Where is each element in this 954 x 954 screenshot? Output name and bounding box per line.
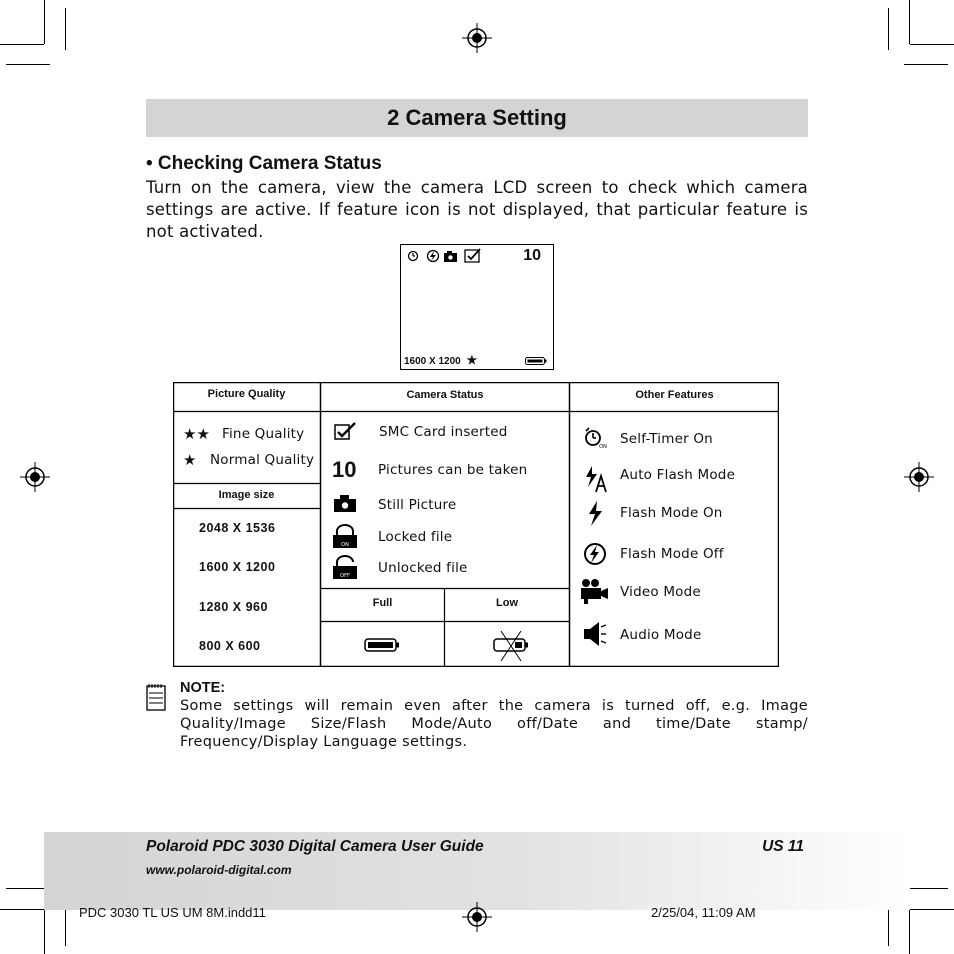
crop-mark xyxy=(65,8,66,50)
svg-text:ON: ON xyxy=(599,444,607,449)
lock-on-icon xyxy=(332,524,358,548)
note-icon xyxy=(146,683,166,711)
lcd-resolution xyxy=(404,353,477,367)
video-icon xyxy=(580,578,610,605)
count-10-icon: 10 xyxy=(332,457,357,482)
status-label: Locked file xyxy=(378,529,453,545)
flash-on-icon xyxy=(587,500,603,527)
footer-title: Polaroid PDC 3030 Digital Camera User Guide xyxy=(146,838,484,855)
image-size-item: 1280 X 960 xyxy=(199,600,268,614)
battery-full-icon xyxy=(364,638,400,652)
crop-mark xyxy=(904,64,948,65)
registration-mark-icon xyxy=(462,902,492,932)
crop-mark xyxy=(0,44,44,45)
lcd-resolution-text: 1600 X 1200 xyxy=(404,356,461,367)
registration-mark-icon xyxy=(20,462,50,492)
self-timer-icon xyxy=(409,252,418,261)
svg-text:ON: ON xyxy=(341,542,349,548)
star-icon: ★ xyxy=(183,451,197,469)
flash-off-icon xyxy=(428,251,439,262)
crop-mark xyxy=(888,904,889,946)
flash-off-icon xyxy=(582,541,608,567)
note-body: Some settings will remain even after the camera is turned off, e.g. Image Quality/Image Size/Flash Mode/Auto off/Date and time/Date stamp/ Frequency/Display Language settings. xyxy=(180,698,808,750)
section-title: 2 Camera Setting xyxy=(387,105,567,130)
header-battery-full: Full xyxy=(372,597,393,609)
image-size-item: 800 X 600 xyxy=(199,639,261,653)
header-picture-quality: Picture Quality xyxy=(207,388,286,400)
crop-mark xyxy=(0,909,44,910)
status-label: Still Picture xyxy=(378,497,457,513)
header-battery-low: Low xyxy=(496,597,518,609)
status-label: Pictures can be taken xyxy=(378,462,528,478)
svg-text:OFF: OFF xyxy=(340,573,350,579)
slug-date: 2/25/04, 11:09 AM xyxy=(651,905,756,920)
feature-label: Flash Mode On xyxy=(620,505,723,521)
intro-paragraph: Turn on the camera, view the camera LCD screen to check which camera settings are active. If feature icon is not displayed, that particular feature is not activated. xyxy=(146,178,808,241)
sd-card-icon xyxy=(334,422,358,441)
lcd-shots-remaining: 10 xyxy=(523,247,541,264)
crop-mark xyxy=(6,64,50,65)
audio-icon xyxy=(583,621,607,647)
slug-file: PDC 3030 TL US UM 8M.indd xyxy=(79,905,253,920)
lcd-screen-diagram xyxy=(400,244,554,370)
section-heading: • Checking Camera Status xyxy=(146,153,382,174)
feature-label: Audio Mode xyxy=(620,627,702,643)
self-timer-icon xyxy=(583,427,609,449)
camera-status-table xyxy=(173,382,779,667)
quality-normal-label: Normal Quality xyxy=(210,452,315,468)
crop-mark xyxy=(65,904,66,946)
image-size-item: 1600 X 1200 xyxy=(199,560,276,574)
status-label: SMC Card inserted xyxy=(379,424,508,440)
camera-icon xyxy=(444,251,457,262)
crop-mark xyxy=(44,0,45,44)
feature-label: Self-Timer On xyxy=(620,431,713,447)
crop-mark xyxy=(909,910,910,954)
auto-flash-icon xyxy=(585,465,607,493)
registration-mark-icon xyxy=(462,23,492,53)
crop-mark xyxy=(909,0,910,44)
header-image-size: Image size xyxy=(218,489,275,501)
header-other-features: Other Features xyxy=(635,389,714,401)
lock-off-icon xyxy=(332,555,358,579)
camera-icon xyxy=(334,494,356,512)
crop-mark xyxy=(888,8,889,50)
quality-fine-label: Fine Quality xyxy=(222,426,305,442)
section-title-bar xyxy=(146,99,808,137)
slug-page: 11 xyxy=(252,905,266,920)
lcd-status-icons xyxy=(406,248,486,264)
footer-url: www.polaroid-digital.com xyxy=(146,863,292,877)
feature-label: Video Mode xyxy=(620,584,701,600)
slug-filename xyxy=(79,905,266,920)
status-label: Unlocked file xyxy=(378,560,468,576)
crop-mark xyxy=(44,910,45,954)
crop-mark xyxy=(910,909,954,910)
feature-label: Auto Flash Mode xyxy=(620,467,736,483)
battery-low-icon xyxy=(493,631,529,661)
crop-mark xyxy=(904,888,948,889)
battery-full-icon xyxy=(525,357,547,365)
footer-page-number: US 11 xyxy=(762,838,804,855)
sd-card-icon xyxy=(465,249,480,262)
image-size-item: 2048 X 1536 xyxy=(199,521,276,535)
crop-mark xyxy=(910,44,954,45)
feature-label: Flash Mode Off xyxy=(620,546,724,562)
registration-mark-icon xyxy=(904,462,934,492)
star-icon: ★★ xyxy=(183,425,210,443)
star-icon: ★ xyxy=(466,353,478,367)
header-camera-status: Camera Status xyxy=(406,389,484,401)
note-heading: NOTE: xyxy=(180,680,226,696)
